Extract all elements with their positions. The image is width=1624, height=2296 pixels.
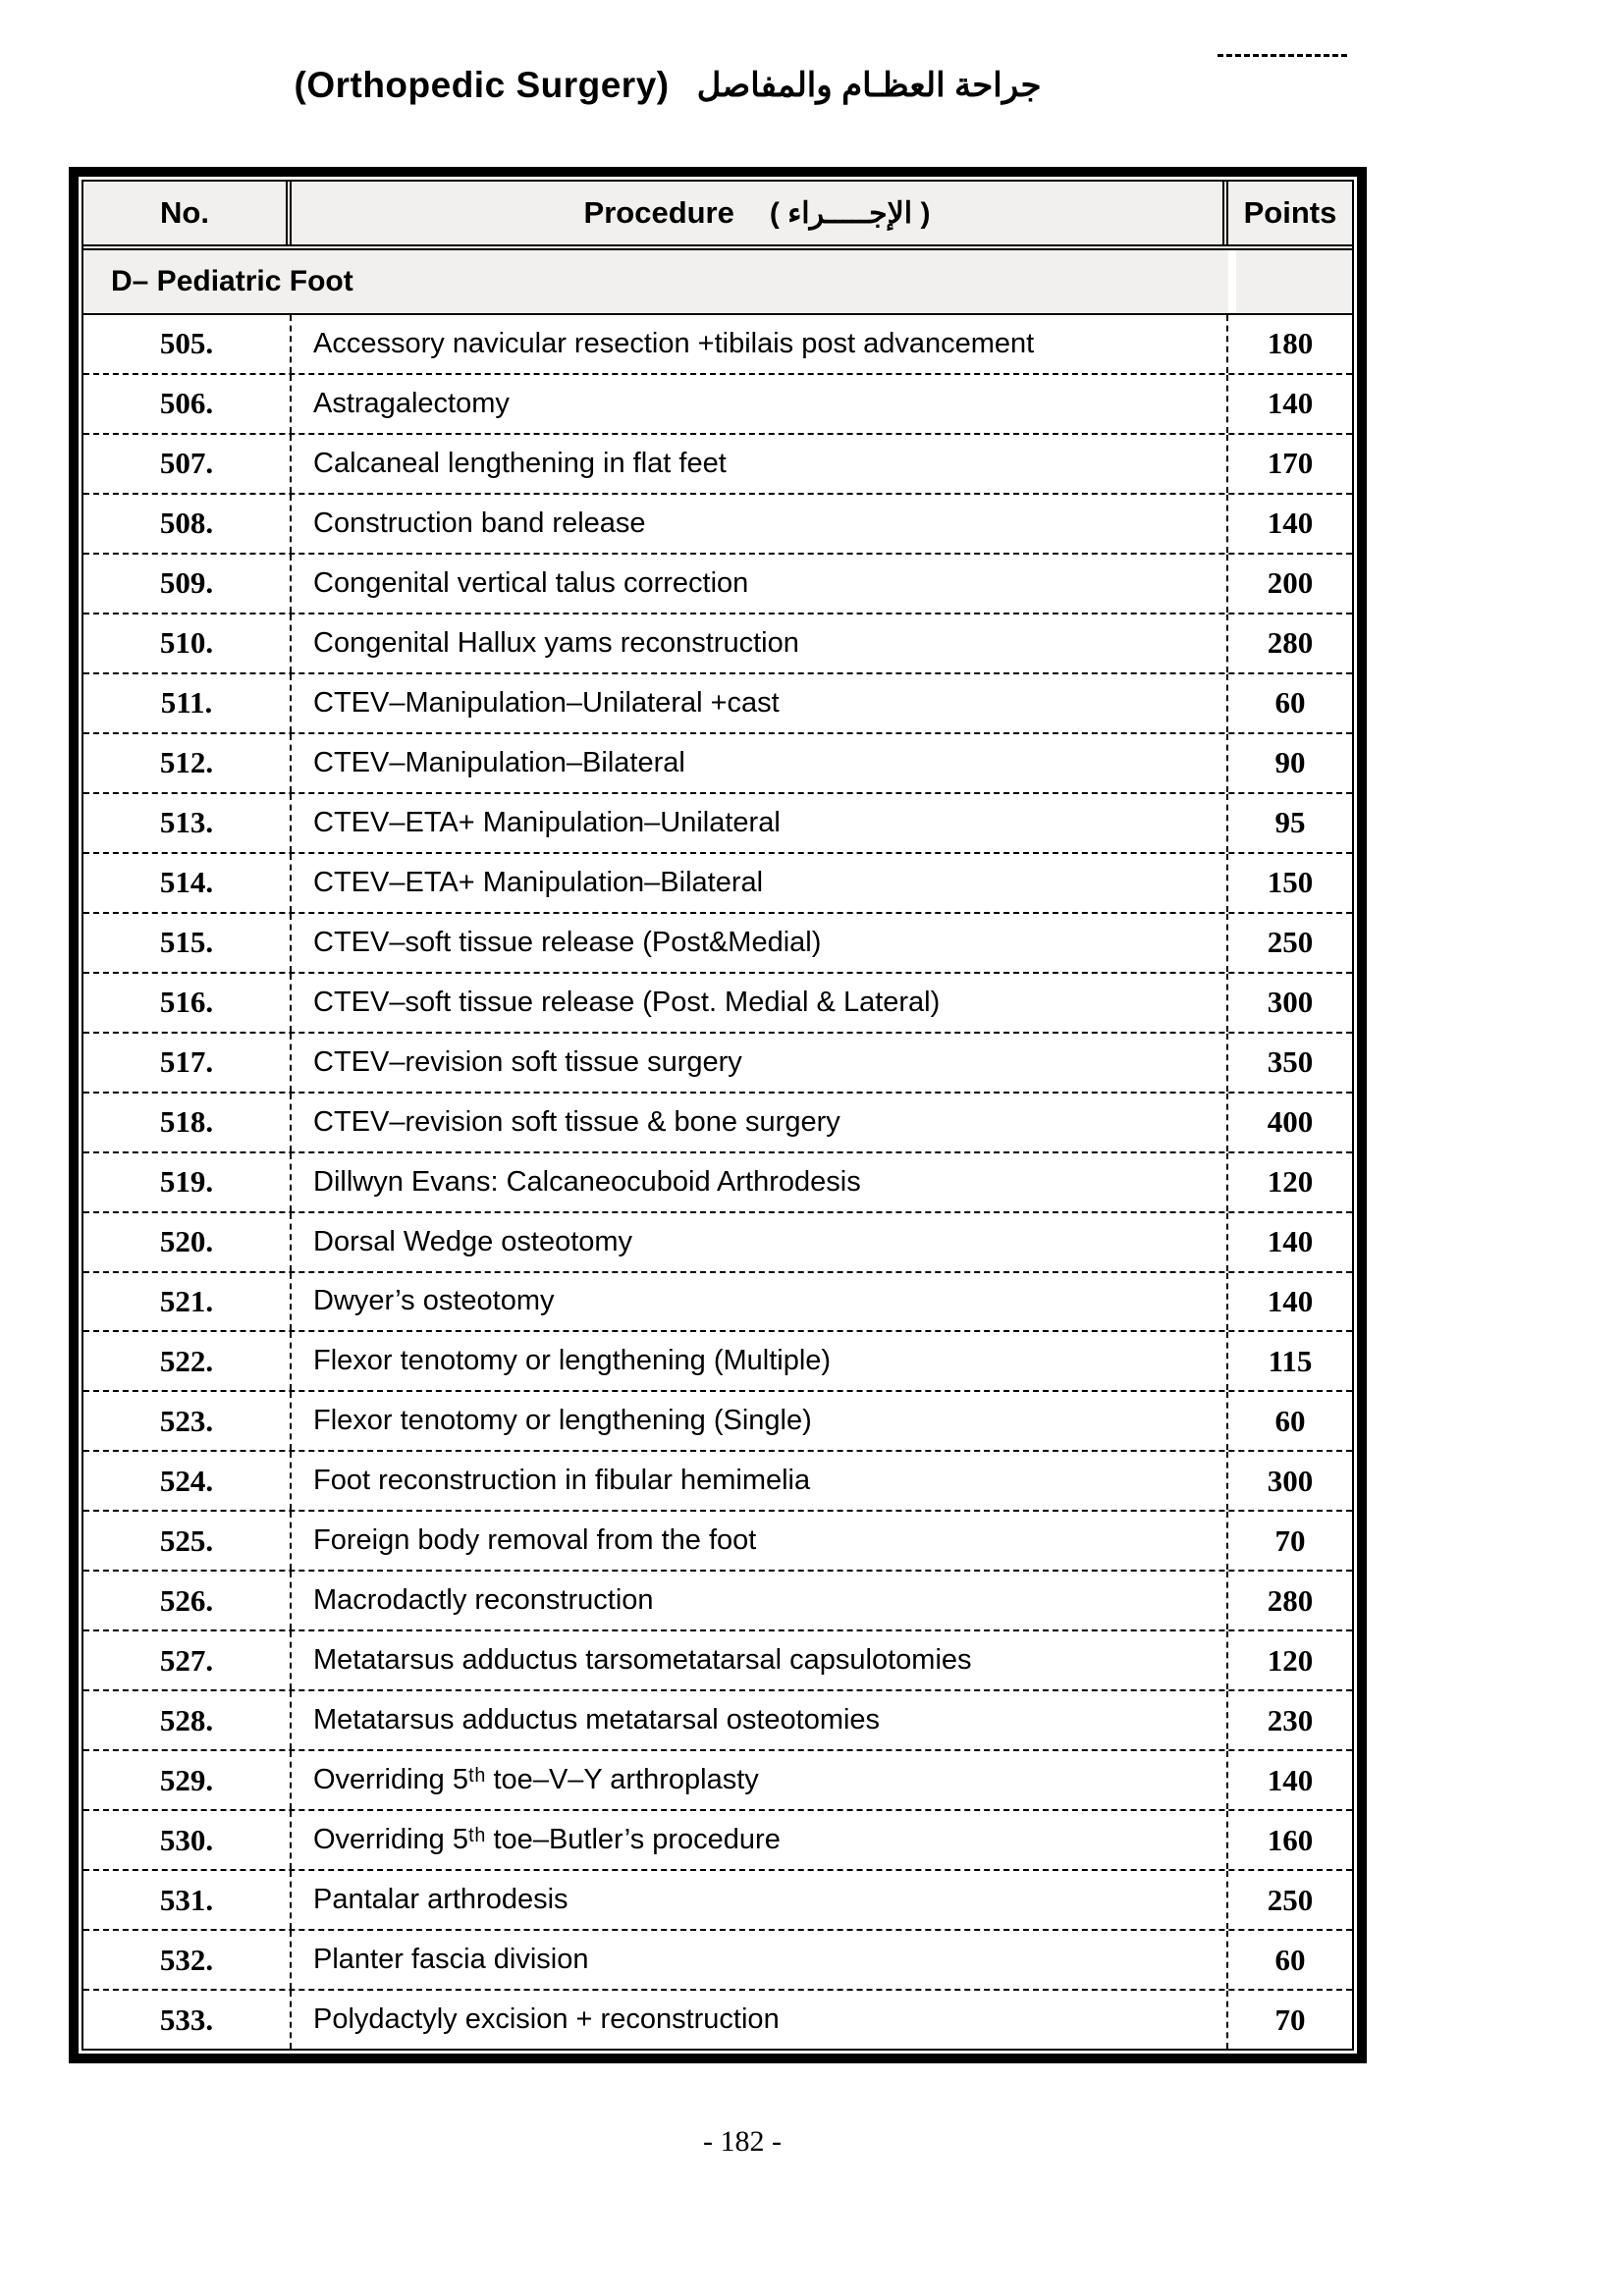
row-number-cell: 509.: [83, 555, 292, 613]
row-number-cell: 515.: [83, 914, 292, 972]
row-number-cell: 527.: [83, 1631, 292, 1689]
section-header-row: [83, 250, 1352, 315]
column-header-procedure-ar: ( الإجـــــراء ): [769, 196, 931, 230]
procedure-cell: Calcaneal lengthening in flat feet: [292, 435, 1228, 493]
points-cell: 60: [1274, 685, 1306, 721]
points-cell: 60: [1274, 1942, 1306, 1977]
table-row: [83, 1332, 1352, 1392]
row-number-cell: 518.: [83, 1094, 292, 1151]
row-number-cell: 513.: [83, 794, 292, 852]
points-cell: 140: [1267, 1224, 1314, 1259]
points-cell: 115: [1268, 1343, 1313, 1378]
points-cell: 150: [1267, 865, 1314, 900]
row-number-cell: 511.: [83, 674, 292, 732]
points-cell: 200: [1267, 565, 1314, 601]
points-cell: 300: [1267, 985, 1314, 1020]
procedure-cell: Dwyer’s osteotomy: [292, 1273, 1228, 1331]
table-row: [83, 1751, 1352, 1811]
row-number-cell: 512.: [83, 734, 292, 792]
procedure-cell: Accessory navicular resection +tibilais post advancement: [292, 315, 1228, 373]
table-row: [83, 854, 1352, 914]
row-number-cell: 506.: [83, 375, 292, 433]
table-row: [83, 1153, 1352, 1213]
procedure-cell: Foot reconstruction in fibular hemimelia: [292, 1452, 1228, 1510]
row-number-cell: 510.: [83, 614, 292, 672]
procedure-cell: Flexor tenotomy or lengthening (Single): [292, 1392, 1228, 1450]
row-number-cell: 529.: [83, 1751, 292, 1809]
table-row: [83, 1273, 1352, 1333]
row-number-cell: 532.: [83, 1931, 292, 1989]
column-header-no: No.: [83, 182, 292, 244]
table-row: [83, 555, 1352, 614]
points-cell: 90: [1274, 745, 1306, 780]
procedure-cell: Macrodactly reconstruction: [292, 1572, 1228, 1629]
section-points-spacer: [1236, 250, 1352, 313]
table-row: [83, 1991, 1352, 2049]
row-number-cell: 516.: [83, 974, 292, 1032]
points-cell: 70: [1274, 2002, 1306, 2037]
table-row: [83, 1392, 1352, 1452]
row-number-cell: 526.: [83, 1572, 292, 1629]
table-row: [83, 1512, 1352, 1572]
row-number-cell: 524.: [83, 1452, 292, 1510]
table-row: [83, 1094, 1352, 1153]
table-row: [83, 1213, 1352, 1273]
points-cell: 120: [1267, 1164, 1314, 1200]
points-cell: 95: [1274, 805, 1306, 840]
row-number-cell: 530.: [83, 1811, 292, 1869]
procedure-cell: Congenital Hallux yams reconstruction: [292, 614, 1228, 672]
points-cell: 140: [1267, 1283, 1314, 1318]
table-row: [83, 315, 1352, 375]
procedure-cell: CTEV–soft tissue release (Post. Medial & Lateral): [292, 974, 1228, 1032]
procedure-cell: Metatarsus adductus metatarsal osteotomies: [292, 1691, 1228, 1749]
table-body: [83, 315, 1352, 2049]
procedure-cell: Congenital vertical talus correction: [292, 555, 1228, 613]
row-number-cell: 514.: [83, 854, 292, 912]
points-cell: 120: [1267, 1642, 1314, 1678]
table-row: [83, 734, 1352, 794]
row-number-cell: 520.: [83, 1213, 292, 1271]
page-title: [0, 65, 1335, 106]
table-row: [83, 1871, 1352, 1931]
procedure-cell: Dillwyn Evans: Calcaneocuboid Arthrodesis: [292, 1153, 1228, 1211]
points-cell: 280: [1267, 1582, 1314, 1618]
dashed-separator-line: [1218, 54, 1347, 57]
procedure-cell: Polydactyly excision + reconstruction: [292, 1991, 1228, 2049]
table-row: [83, 914, 1352, 974]
procedure-cell: Construction band release: [292, 495, 1228, 553]
row-number-cell: 531.: [83, 1871, 292, 1929]
points-cell: 230: [1267, 1702, 1314, 1737]
procedure-cell: CTEV–soft tissue release (Post&Medial): [292, 914, 1228, 972]
procedure-cell: Astragalectomy: [292, 375, 1228, 433]
table-row: [83, 1811, 1352, 1871]
title-arabic: جراحة العظـام والمفاصل: [696, 67, 1042, 104]
table-row: [83, 1452, 1352, 1512]
procedure-cell: Overriding 5ᵗʰ toe–Butler’s procedure: [292, 1811, 1228, 1869]
table-row: [83, 435, 1352, 495]
points-cell: 170: [1267, 446, 1314, 481]
procedure-cell: CTEV–ETA+ Manipulation–Unilateral: [292, 794, 1228, 852]
procedure-cell: Metatarsus adductus tarsometatarsal capsulotomies: [292, 1631, 1228, 1689]
title-english: (Orthopedic Surgery): [294, 65, 670, 105]
points-cell: 140: [1267, 506, 1314, 541]
points-cell: 70: [1274, 1522, 1306, 1558]
table-row: [83, 1691, 1352, 1751]
points-cell: 280: [1267, 625, 1314, 661]
points-cell: 140: [1267, 1762, 1314, 1797]
table-row: [83, 375, 1352, 435]
points-cell: 250: [1267, 925, 1314, 960]
column-header-points: Points: [1243, 195, 1337, 230]
table-row: [83, 794, 1352, 854]
procedures-table-inner-frame: [81, 180, 1354, 2051]
points-cell: 300: [1267, 1463, 1314, 1498]
column-header-procedure-en: Procedure: [583, 195, 734, 230]
table-header-row: [83, 182, 1352, 250]
procedure-cell: CTEV–Manipulation–Bilateral: [292, 734, 1228, 792]
points-cell: 140: [1267, 386, 1314, 421]
procedure-cell: Pantalar arthrodesis: [292, 1871, 1228, 1929]
row-number-cell: 522.: [83, 1332, 292, 1390]
table-row: [83, 974, 1352, 1034]
procedure-cell: Dorsal Wedge osteotomy: [292, 1213, 1228, 1271]
table-row: [83, 1034, 1352, 1094]
row-number-cell: 508.: [83, 495, 292, 553]
points-cell: 160: [1267, 1822, 1314, 1857]
procedure-cell: Foreign body removal from the foot: [292, 1512, 1228, 1570]
row-number-cell: 523.: [83, 1392, 292, 1450]
table-row: [83, 674, 1352, 734]
row-number-cell: 533.: [83, 1991, 292, 2049]
row-number-cell: 507.: [83, 435, 292, 493]
row-number-cell: 521.: [83, 1273, 292, 1331]
row-number-cell: 519.: [83, 1153, 292, 1211]
points-cell: 350: [1267, 1044, 1314, 1080]
procedure-cell: CTEV–revision soft tissue & bone surgery: [292, 1094, 1228, 1151]
row-number-cell: 517.: [83, 1034, 292, 1092]
points-cell: 250: [1267, 1882, 1314, 1917]
table-row: [83, 1572, 1352, 1631]
section-title: D– Pediatric Foot: [83, 250, 1228, 313]
row-number-cell: 525.: [83, 1512, 292, 1570]
row-number-cell: 505.: [83, 315, 292, 373]
table-row: [83, 1931, 1352, 1991]
procedure-cell: CTEV–ETA+ Manipulation–Bilateral: [292, 854, 1228, 912]
row-number-cell: 528.: [83, 1691, 292, 1749]
points-cell: 180: [1267, 326, 1314, 361]
procedure-cell: Planter fascia division: [292, 1931, 1228, 1989]
table-row: [83, 1631, 1352, 1691]
procedure-cell: CTEV–Manipulation–Unilateral +cast: [292, 674, 1228, 732]
points-cell: 400: [1267, 1104, 1314, 1140]
procedure-cell: Overriding 5ᵗʰ toe–V–Y arthroplasty: [292, 1751, 1228, 1809]
column-header-procedure: [292, 182, 1228, 244]
table-row: [83, 614, 1352, 674]
points-cell: 60: [1274, 1403, 1306, 1438]
procedure-cell: Flexor tenotomy or lengthening (Multiple): [292, 1332, 1228, 1390]
procedures-table: [69, 167, 1367, 2063]
procedure-cell: CTEV–revision soft tissue surgery: [292, 1034, 1228, 1092]
table-row: [83, 495, 1352, 555]
page-number: - 182 -: [703, 2125, 782, 2158]
